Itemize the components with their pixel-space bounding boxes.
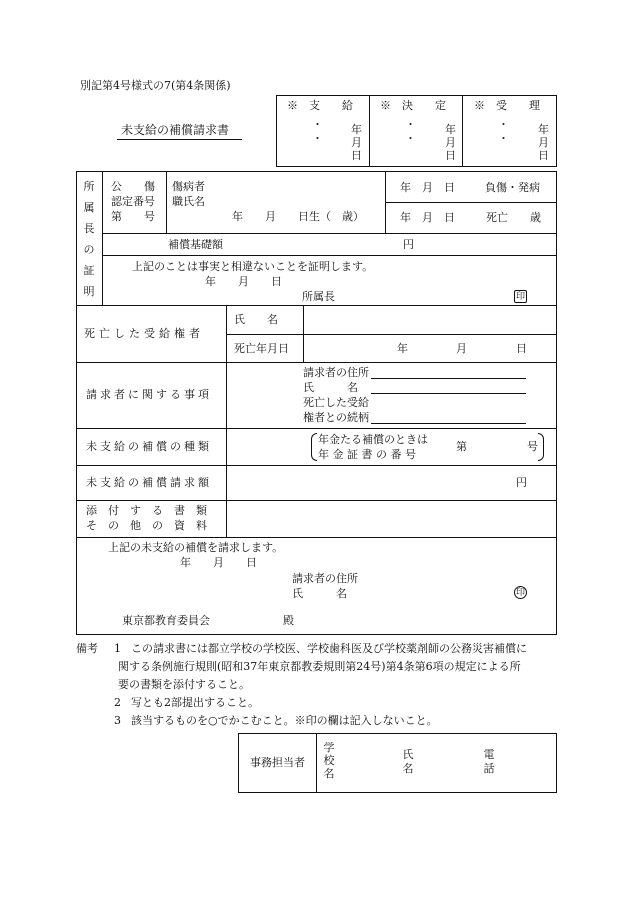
- status-month: 月: [445, 136, 456, 149]
- attachments-label-1: 添 付 す る 書 類: [86, 504, 207, 517]
- claimant-address-label: 請求者の住所: [303, 366, 369, 379]
- office-school-label: 学 校 名: [323, 741, 335, 780]
- attachments-label-2: そ の 他 の 資 料: [86, 519, 207, 532]
- request-date: 年 月 日: [180, 556, 257, 569]
- status-label-decision: ※ 決 定: [380, 99, 446, 112]
- status-year: 年: [351, 123, 362, 136]
- case-number-label-3: 第 号: [111, 210, 155, 223]
- note-1-line-3: 要の書類を添付すること。: [118, 678, 250, 691]
- addressee-honorific: 殿: [283, 614, 294, 627]
- row-rule: [76, 500, 557, 501]
- status-dot: ・: [405, 132, 416, 145]
- claimant-name-label: 氏 名: [303, 381, 358, 394]
- pension-line-1: 年金たる補償のときは: [318, 433, 428, 446]
- status-month: 月: [538, 136, 549, 149]
- status-day: 日: [351, 149, 362, 162]
- note-number-2: 2: [114, 696, 121, 709]
- status-day: 日: [445, 149, 456, 162]
- pension-number-suffix: 号: [527, 440, 538, 453]
- deceased-death-date-label: 死亡年月日: [234, 342, 289, 355]
- row-rule: [76, 362, 557, 363]
- form-number: 別記第4号様式の7(第4条関係): [80, 79, 231, 92]
- form-title: 未支給の補償請求書: [121, 123, 230, 137]
- note-number-1: 1: [114, 642, 121, 655]
- notes-heading: 備考: [76, 642, 98, 655]
- claimant-relation-label-2: 権者との続柄: [303, 411, 369, 424]
- note-1-line-2: 関する条例施行規則(昭和37年東京都教委規則第24号)第4条第6項の規定による所: [118, 660, 521, 673]
- certification-date: 年 月 日: [205, 275, 282, 288]
- row-rule: [102, 233, 557, 234]
- claimant-address-underline: [371, 378, 526, 379]
- claimant-label: 請求者に関する事項: [86, 388, 212, 401]
- col-rule: [102, 171, 103, 305]
- request-statement: 上記の未支給の補償を請求します。: [108, 541, 284, 554]
- deceased-month: 月: [456, 342, 467, 355]
- office-divider: [316, 733, 317, 793]
- office-name-label: 氏 名: [402, 748, 414, 775]
- row-rule: [76, 305, 557, 306]
- office-phone-label: 電 話: [483, 748, 495, 775]
- row-rule: [76, 428, 557, 429]
- row-rule: [102, 255, 557, 256]
- pension-line-2: 年 金 証 書 の 番 号: [318, 448, 416, 461]
- status-dot: ・: [405, 118, 416, 131]
- col-rule: [226, 305, 227, 537]
- director-label: 所属長: [302, 290, 335, 303]
- injury-type: 負傷・発病: [485, 181, 540, 194]
- certification-statement: 上記のことは事実と相違ないことを証明します。: [132, 260, 374, 273]
- addressee: 東京都教育委員会: [122, 614, 210, 627]
- note-1-line-1: この請求書には都立学校の学校医、学校歯科医及び学校薬剤師の公務災害補償に: [131, 642, 527, 655]
- status-dot: ・: [312, 118, 323, 131]
- injured-label-1: 傷病者: [172, 180, 205, 193]
- deceased-name-label: 氏 名: [234, 313, 278, 326]
- claimant-name-underline: [371, 393, 526, 394]
- claimant-relation-label-1: 死亡した受給: [303, 396, 369, 409]
- request-name-label: 氏 名: [292, 587, 347, 600]
- claim-amount-label: 未支給の補償請求額: [86, 476, 212, 489]
- status-dot: ・: [312, 132, 323, 145]
- col-rule: [166, 171, 167, 233]
- request-seal: 印: [515, 588, 525, 598]
- status-month: 月: [351, 136, 362, 149]
- note-number-3: 3: [114, 714, 121, 727]
- claim-amount-yen: 円: [516, 476, 527, 489]
- injured-label-2: 職氏名: [172, 195, 205, 208]
- note-3-line-1: 該当するものを○でかこむこと。※印の欄は記入しないこと。: [131, 714, 438, 727]
- row-rule: [76, 537, 557, 538]
- row-rule: [76, 465, 557, 466]
- certification-side-label: 所 属 長 の 証 明: [83, 180, 95, 298]
- deceased-day: 日: [516, 342, 527, 355]
- col-rule: [385, 171, 386, 233]
- status-dot: ・: [498, 118, 509, 131]
- status-year: 年: [445, 123, 456, 136]
- death-date: 年 月 日: [400, 211, 455, 224]
- status-divider-2: [462, 95, 463, 167]
- status-divider-1: [369, 95, 370, 167]
- row-rule: [226, 334, 557, 335]
- status-dot: ・: [498, 132, 509, 145]
- right-bracket: [538, 433, 544, 461]
- birth-date-line: 年 月 日生（ 歳）: [232, 210, 364, 223]
- base-amount-yen: 円: [403, 238, 414, 251]
- seal-mark: 印: [515, 292, 525, 302]
- row-rule: [385, 202, 557, 203]
- pension-number-prefix: 第: [456, 440, 467, 453]
- compensation-type-label: 未支給の補償の種類: [86, 440, 212, 453]
- base-amount-label: 補償基礎額: [168, 238, 223, 251]
- left-bracket: [311, 433, 317, 461]
- deceased-year: 年: [397, 342, 408, 355]
- note-2-line-1: 写とも2部提出すること。: [131, 696, 259, 709]
- status-day: 日: [538, 149, 549, 162]
- request-address-label: 請求者の住所: [292, 572, 358, 585]
- status-label-payment: ※ 支 給: [287, 99, 353, 112]
- claimant-relation-underline: [371, 423, 526, 424]
- office-label: 事務担当者: [250, 756, 305, 769]
- case-number-label-1: 公 傷: [111, 180, 155, 193]
- deceased-beneficiary-label: 死亡した受給権者: [84, 327, 204, 340]
- status-label-receipt: ※ 受 理: [474, 99, 540, 112]
- injury-date: 年 月 日: [400, 181, 455, 194]
- death-age: 死亡 歳: [486, 211, 541, 224]
- title-underline: [117, 139, 242, 140]
- status-year: 年: [538, 123, 549, 136]
- case-number-label-2: 認定番号: [111, 195, 155, 208]
- col-rule: [303, 305, 304, 362]
